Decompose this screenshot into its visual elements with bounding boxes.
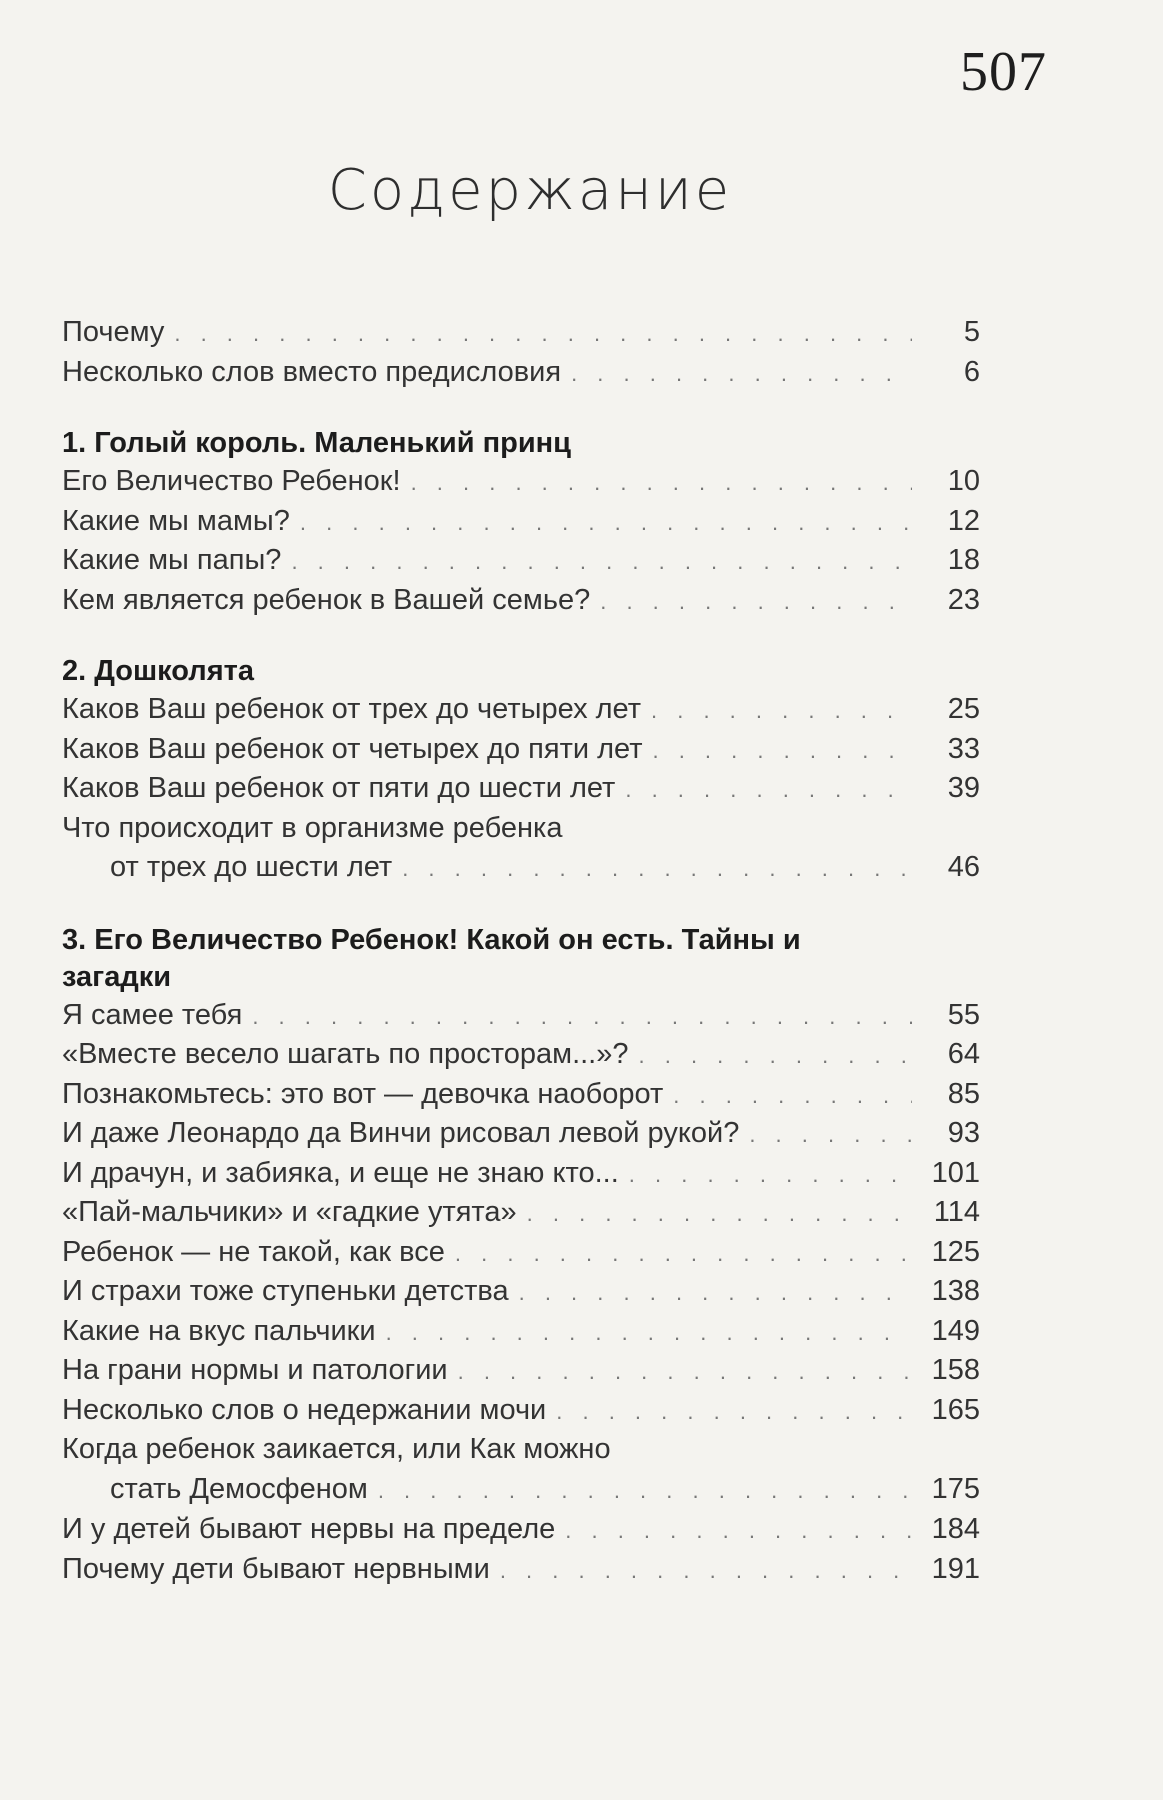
toc-entry[interactable] <box>62 1233 980 1273</box>
dot-leader <box>378 1471 912 1511</box>
dot-leader <box>300 503 912 543</box>
toc-entry-label: Несколько слов о недержании мочи <box>62 1393 547 1426</box>
dot-leader <box>673 1076 912 1116</box>
toc-entry-label: Несколько слов вместо предисловия <box>62 355 562 388</box>
toc-entry[interactable] <box>62 581 980 621</box>
toc-entry-page: 55 <box>947 998 980 1031</box>
toc-block-intro <box>62 313 980 392</box>
toc-entry[interactable] <box>62 1351 980 1391</box>
toc-entry-page: 10 <box>947 465 980 497</box>
toc-entry[interactable] <box>62 462 980 502</box>
toc-entry-label: Почему дети бывают нервными <box>62 1552 490 1585</box>
toc-entry-page: 101 <box>931 1156 980 1189</box>
toc-entry-label: И страхи тоже ступеньки детства <box>62 1275 509 1307</box>
dot-leader <box>519 1273 912 1313</box>
toc-entry-page: 23 <box>947 583 980 616</box>
toc-entry[interactable] <box>62 541 980 581</box>
dot-leader <box>252 997 912 1037</box>
toc-entry[interactable] <box>62 353 980 393</box>
toc-entry[interactable] <box>62 1114 980 1154</box>
toc-entry-page: 64 <box>947 1038 980 1070</box>
toc-entry-label: Что происходит в организме ребенка <box>62 811 563 844</box>
dot-leader <box>500 1551 912 1591</box>
dot-leader <box>651 691 912 731</box>
toc-entry[interactable] <box>62 1035 980 1075</box>
toc-entry-page: 85 <box>947 1077 980 1110</box>
page-number: 507 <box>960 41 1047 103</box>
toc-entry-label: Какие на вкус пальчики <box>62 1314 376 1347</box>
toc-entry-label-continued: от трех до шести лет <box>110 851 393 883</box>
toc-entry-page: 33 <box>947 732 980 765</box>
dot-leader <box>291 542 912 582</box>
toc-entry-page: 149 <box>931 1314 980 1347</box>
toc-entry-label: Какие мы папы? <box>62 544 282 576</box>
toc-entry-label: На грани нормы и патологии <box>62 1354 448 1386</box>
toc-entry-page: 138 <box>931 1275 980 1307</box>
toc-entry[interactable] <box>62 1510 980 1550</box>
dot-leader <box>556 1392 912 1432</box>
dot-leader <box>411 463 912 503</box>
dot-leader <box>625 770 912 810</box>
toc-entry[interactable] <box>62 1193 980 1233</box>
toc-entry-page: 39 <box>947 772 980 804</box>
dot-leader <box>402 849 912 889</box>
toc-entry[interactable] <box>62 502 980 542</box>
toc-entry-label: Каков Ваш ребенок от трех до четырех лет <box>62 693 641 725</box>
toc-block-section-3 <box>62 922 980 1590</box>
dot-leader <box>174 314 912 354</box>
toc-entry-label: Каков Ваш ребенок от четырех до пяти лет <box>62 732 643 765</box>
toc-entry-label: И даже Леонардо да Винчи рисовал левой рукой? <box>62 1117 740 1149</box>
toc-block-section-1 <box>62 425 980 620</box>
dot-leader <box>386 1313 912 1353</box>
toc-entry-label: Каков Ваш ребенок от пяти до шести лет <box>62 772 616 804</box>
page-title: Содержание <box>327 158 733 223</box>
toc-entry-label: Кем является ребенок в Вашей семье? <box>62 583 591 616</box>
dot-leader <box>565 1511 912 1551</box>
toc-entry-label: И у детей бывают нервы на пределе <box>62 1513 556 1545</box>
toc-entry-label-continued: стать Демосфеном <box>110 1472 368 1505</box>
toc-entry-label: «Вместе весело шагать по просторам...»? <box>62 1038 629 1070</box>
toc-entry-label: Познакомьтесь: это вот — девочка наоборот <box>62 1077 664 1110</box>
toc-entry[interactable] <box>62 313 980 353</box>
toc-entry[interactable] <box>62 1391 980 1431</box>
toc-entry-page: 25 <box>947 693 980 725</box>
toc-entry-page: 191 <box>931 1552 980 1585</box>
toc-entry[interactable] <box>62 1154 980 1194</box>
section-heading: 1. Голый король. Маленький принц <box>62 427 572 459</box>
toc-entry-label: Когда ребенок заикается, или Как можно <box>62 1433 611 1465</box>
toc-entry-page: 6 <box>963 355 980 388</box>
toc-entry-label: Я самее тебя <box>62 998 243 1031</box>
toc-entry-page: 175 <box>931 1472 980 1505</box>
toc-entry-page: 125 <box>931 1235 980 1268</box>
toc-entry-page: 18 <box>947 544 980 576</box>
toc-entry-page: 93 <box>947 1117 980 1149</box>
toc-entry[interactable] <box>62 809 980 889</box>
toc-entry-label: Ребенок — не такой, как все <box>62 1235 445 1268</box>
toc-entry-page: 12 <box>947 504 980 537</box>
toc-entry[interactable] <box>62 996 980 1036</box>
toc-entry-label: И драчун, и забияка, и еще не знаю кто... <box>62 1156 619 1189</box>
dot-leader <box>639 1036 913 1076</box>
toc-entry[interactable] <box>62 1550 980 1590</box>
toc-entry-label: «Пай-мальчики» и «гадкие утята» <box>62 1196 517 1228</box>
toc-entry-label: Какие мы мамы? <box>62 504 290 537</box>
table-of-contents <box>62 313 980 1622</box>
dot-leader <box>600 582 912 622</box>
section-heading: 3. Его Величество Ребенок! Какой он есть. Тайны и загадки <box>62 923 801 993</box>
dot-leader <box>571 354 912 394</box>
toc-entry[interactable] <box>62 769 980 809</box>
dot-leader <box>527 1194 912 1234</box>
dot-leader <box>629 1155 912 1195</box>
toc-entry[interactable] <box>62 1430 980 1510</box>
toc-entry-page: 114 <box>933 1196 980 1228</box>
dot-leader <box>455 1234 912 1274</box>
toc-entry-page: 165 <box>931 1393 980 1426</box>
toc-entry-page: 5 <box>963 316 980 348</box>
dot-leader <box>652 731 912 771</box>
toc-entry-label: Его Величество Ребенок! <box>62 465 401 497</box>
toc-block-section-2 <box>62 653 980 889</box>
toc-entry-page: 46 <box>947 851 980 883</box>
toc-entry-page: 158 <box>931 1354 980 1386</box>
toc-entry[interactable] <box>62 1075 980 1115</box>
toc-entry[interactable] <box>62 1312 980 1352</box>
section-heading: 2. Дошколята <box>62 655 254 687</box>
dot-leader <box>458 1352 912 1392</box>
dot-leader <box>749 1115 912 1155</box>
toc-entry[interactable] <box>62 1272 980 1312</box>
toc-entry-page: 184 <box>931 1513 980 1545</box>
toc-entry[interactable] <box>62 730 980 770</box>
toc-entry[interactable] <box>62 690 980 730</box>
toc-entry-label: Почему <box>62 316 165 348</box>
